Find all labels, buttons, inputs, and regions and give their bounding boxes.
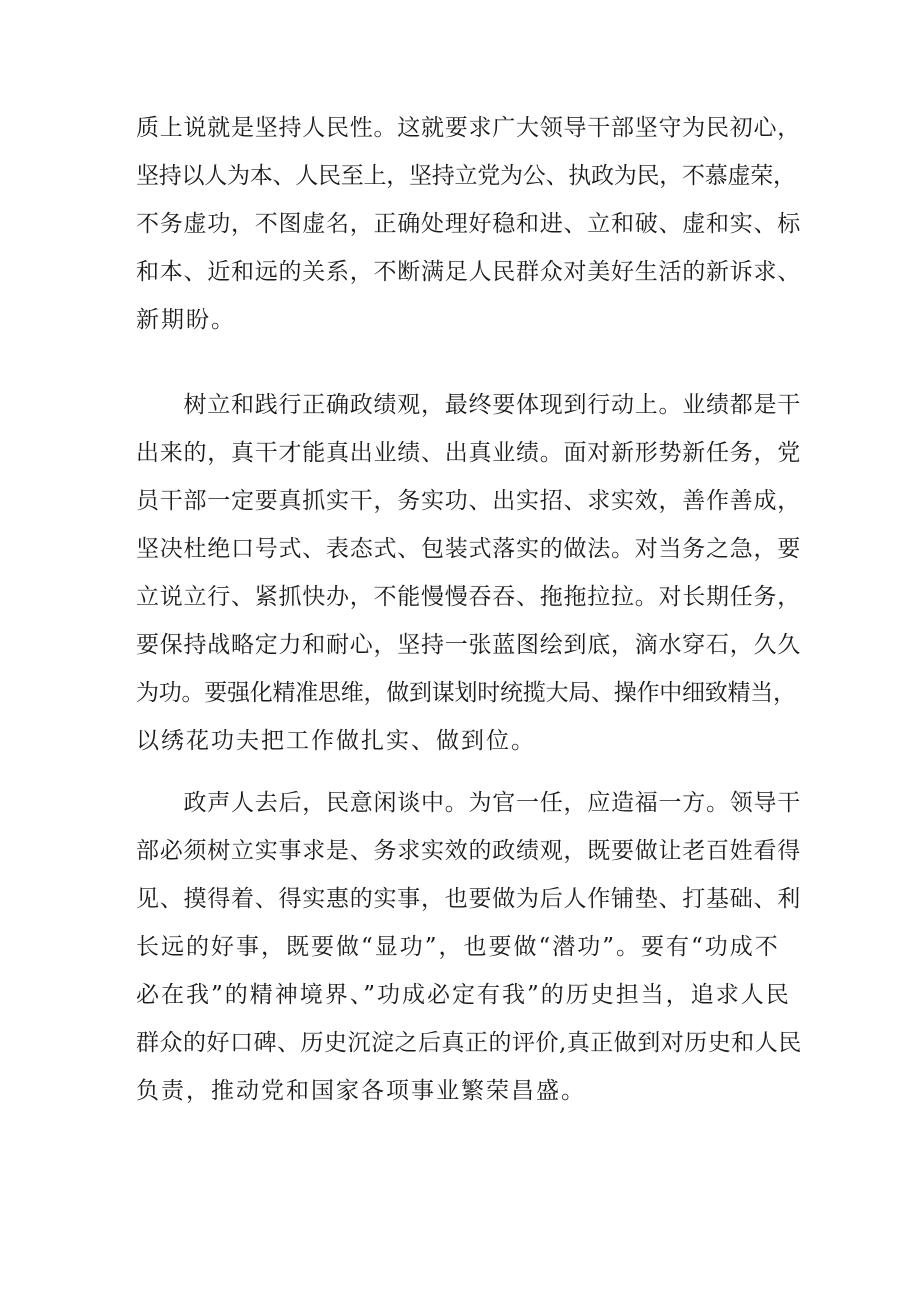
text-line: 见、摸得着、得实惠的实事，也要做为后人作铺垫、打基础、利 — [136, 886, 801, 912]
text-line: 员干部一定要真抓实干，务实功、出实招、求实效，善作善成， — [136, 488, 801, 514]
text-line: 必在我”的精神境界、”功成必定有我”的历史担当，追求人民 — [136, 982, 791, 1008]
text-line: 坚决杜绝口号式、表态式、包装式落实的做法。对当务之急，要 — [136, 536, 801, 562]
text-line: 群众的好口碑、历史沉淀之后真正的评价,真正做到对历史和人民 — [136, 1030, 802, 1056]
paragraph-3 — [136, 779, 802, 1115]
text-line: 政声人去后，民意闲谈中。为官一任，应造福一方。领导干 — [136, 790, 801, 816]
text-line: 质上说就是坚持人民性。这就要求广大领导干部坚守为民初心， — [136, 115, 801, 141]
text-line: 长远的好事，既要做“显功”，也要做“潜功”。要有“功成不 — [136, 934, 780, 960]
text-line: 树立和践行正确政绩观，最终要体现到行动上。业绩都是干 — [136, 392, 801, 418]
text-line: 坚持以人为本、人民至上，坚持立党为公、执政为民，不慕虚荣， — [136, 163, 796, 189]
text-line: 和本、近和远的关系，不断满足人民群众对美好生活的新诉求、 — [136, 259, 801, 285]
text-line: 不务虚功，不图虚名，正确处理好稳和进、立和破、虚和实、标 — [136, 211, 801, 237]
text-line: 以绣花功夫把工作做扎实、做到位。 — [136, 728, 536, 754]
text-line: 为功。要强化精准思维，做到谋划时统揽大局、操作中细致精当， — [136, 680, 796, 706]
text-line: 部必须树立实事求是、务求实效的政绩观，既要做让老百姓看得 — [136, 838, 801, 864]
text-line: 新期盼。 — [136, 307, 236, 333]
paragraph-1 — [136, 104, 802, 344]
text-line: 要保持战略定力和耐心，坚持一张蓝图绘到底，滴水穿石，久久 — [136, 632, 801, 658]
paragraph-2 — [136, 381, 802, 765]
text-line: 负责，推动党和国家各项事业繁荣昌盛。 — [136, 1078, 586, 1104]
text-line: 出来的，真干才能真出业绩、出真业绩。面对新形势新任务，党 — [136, 440, 801, 466]
text-line: 立说立行、紧抓快办，不能慢慢吞吞、拖拖拉拉。对长期任务， — [136, 584, 801, 610]
